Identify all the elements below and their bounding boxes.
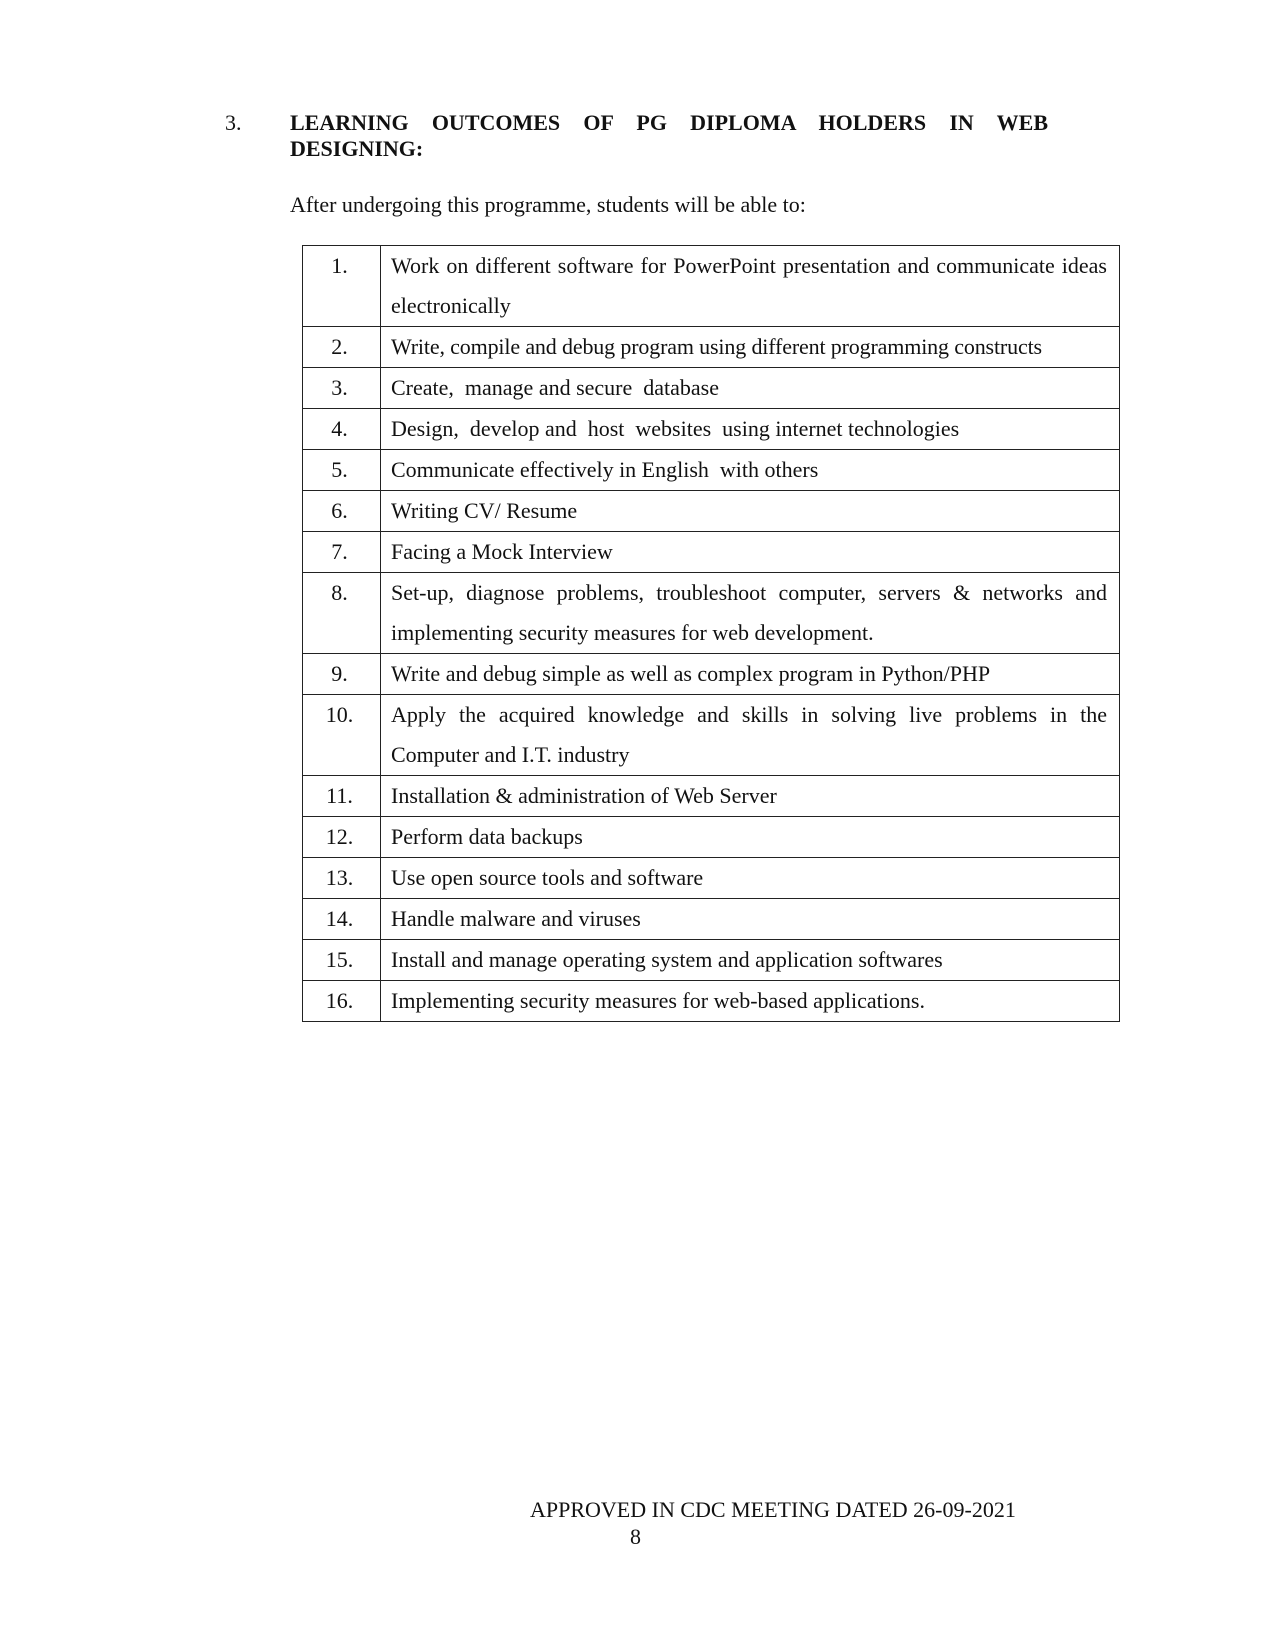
table-row [303, 858, 1120, 899]
outcome-text: Design, develop and host websites using internet technologies [381, 409, 1120, 450]
table-row [303, 654, 1120, 695]
outcome-number: 14. [303, 899, 381, 940]
outcome-number: 16. [303, 981, 381, 1022]
outcome-number: 10. [303, 695, 381, 776]
outcome-number: 9. [303, 654, 381, 695]
table-row [303, 327, 1120, 368]
table-row [303, 817, 1120, 858]
outcome-number: 1. [303, 246, 381, 327]
outcome-number: 4. [303, 409, 381, 450]
outcome-text: Writing CV/ Resume [381, 491, 1120, 532]
intro-text: After undergoing this programme, students will be able to: [290, 192, 806, 217]
outcome-text: Write and debug simple as well as complex program in Python/PHP [381, 654, 1120, 695]
learning-outcomes-table [302, 245, 1120, 1022]
outcome-number: 15. [303, 940, 381, 981]
outcome-text: Communicate effectively in English with others [381, 450, 1120, 491]
outcome-number: 13. [303, 858, 381, 899]
page-number: 8 [630, 1524, 641, 1549]
table-row [303, 695, 1120, 776]
table-row [303, 981, 1120, 1022]
section-number: 3. [225, 110, 242, 135]
table-row [303, 573, 1120, 654]
table-row [303, 491, 1120, 532]
table-row [303, 450, 1120, 491]
section-title [290, 110, 1048, 162]
outcome-text: Handle malware and viruses [381, 899, 1120, 940]
table-row [303, 776, 1120, 817]
outcome-number: 8. [303, 573, 381, 654]
outcome-number: 5. [303, 450, 381, 491]
outcome-text: Apply the acquired knowledge and skills in solving live problems in the Computer and I.T. industry [381, 695, 1120, 776]
outcome-text: Work on different software for PowerPoint presentation and communicate ideas electronically [381, 246, 1120, 327]
outcome-number: 6. [303, 491, 381, 532]
outcome-number: 7. [303, 532, 381, 573]
section-title-line-1: LEARNING OUTCOMES OF PG DIPLOMA HOLDERS IN WEB [290, 110, 1048, 135]
table-row [303, 532, 1120, 573]
table-row [303, 409, 1120, 450]
outcome-text: Installation & administration of Web Server [381, 776, 1120, 817]
outcome-text: Implementing security measures for web-based applications. [381, 981, 1120, 1022]
approval-footer: APPROVED IN CDC MEETING DATED 26-09-2021 [530, 1497, 1016, 1522]
outcome-number: 3. [303, 368, 381, 409]
table-row [303, 246, 1120, 327]
section-title-line-2: DESIGNING: [290, 136, 424, 161]
outcome-text: Set-up, diagnose problems, troubleshoot computer, servers & networks and implementing security measures for web development. [381, 573, 1120, 654]
outcome-text: Install and manage operating system and application softwares [381, 940, 1120, 981]
outcome-text: Facing a Mock Interview [381, 532, 1120, 573]
outcome-number: 11. [303, 776, 381, 817]
table-row [303, 368, 1120, 409]
outcome-text: Use open source tools and software [381, 858, 1120, 899]
table-row [303, 899, 1120, 940]
outcome-number: 12. [303, 817, 381, 858]
outcome-text: Create, manage and secure database [381, 368, 1120, 409]
outcome-text: Write, compile and debug program using different programming constructs [381, 327, 1120, 368]
outcome-text: Perform data backups [381, 817, 1120, 858]
outcome-number: 2. [303, 327, 381, 368]
table-row [303, 940, 1120, 981]
